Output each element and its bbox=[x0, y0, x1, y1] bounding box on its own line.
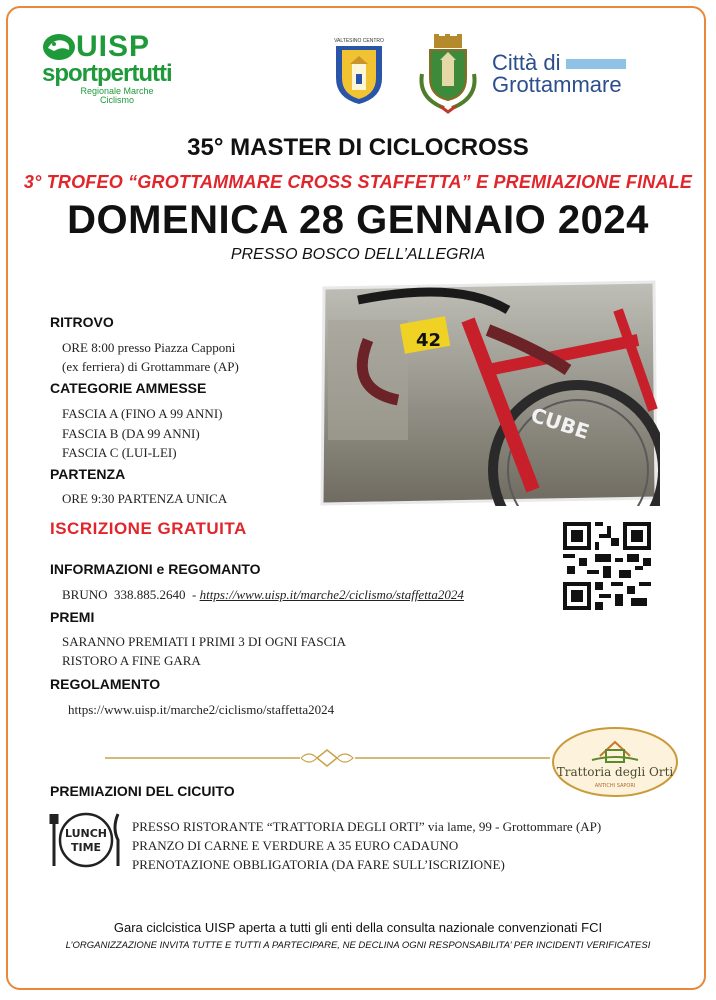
event-venue: PRESSO BOSCO DELL’ALLEGRIA bbox=[230, 246, 486, 263]
qr-code-icon bbox=[563, 522, 651, 610]
grottammare-crest bbox=[414, 34, 482, 114]
trattoria-sub: ANTICHI SAPORI bbox=[594, 783, 636, 789]
uisp-tagline: sportpertutti bbox=[42, 60, 172, 87]
ritrovo-line2: (ex ferriera) di Grottammare (AP) bbox=[62, 359, 239, 374]
info-label: INFORMAZIONI e REGOMANTO bbox=[50, 561, 261, 577]
premi-line2: RISTORO A FINE GARA bbox=[62, 653, 201, 668]
uisp-region: Regionale Marche bbox=[80, 86, 154, 96]
uisp-emblem-icon bbox=[42, 32, 76, 62]
lunch-line2: TIME bbox=[70, 841, 102, 854]
uisp-mark: UISP bbox=[76, 30, 151, 63]
ornamental-divider bbox=[105, 748, 550, 768]
footer-line1: Gara ciclcistica UISP aperta a tutti gli enti della consulta nazionale convenzionati FCI bbox=[113, 920, 603, 935]
info-contact: BRUNO 338.885.2640 - bbox=[62, 587, 200, 602]
regolamento-link[interactable]: https://www.uisp.it/marche2/ciclismo/staffetta2024 bbox=[68, 702, 335, 717]
valtesino-crest bbox=[333, 38, 385, 108]
qr-code[interactable] bbox=[563, 522, 651, 610]
uisp-sport-label: Ciclismo bbox=[99, 95, 134, 105]
ritrovo-line1: ORE 8:00 presso Piazza Capponi bbox=[62, 340, 236, 355]
coat-of-arms-icon bbox=[414, 34, 482, 114]
event-date: DOMENICA 28 GENNAIO 2024 bbox=[67, 198, 649, 242]
premi-label: PREMI bbox=[50, 609, 95, 625]
shield-icon bbox=[333, 44, 385, 106]
trattoria-name: Trattoria degli Orti bbox=[556, 765, 674, 779]
bike-illustration bbox=[318, 280, 660, 506]
premi-line1: SARANNO PREMIATI I PRIMI 3 DI OGNI FASCIA bbox=[62, 634, 346, 649]
ornament-icon bbox=[105, 748, 550, 768]
categorie-label: CATEGORIE AMMESSE bbox=[50, 380, 207, 396]
lunch-line1: LUNCH bbox=[64, 827, 108, 840]
lunch-time-logo bbox=[48, 808, 124, 872]
event-title: 35° MASTER DI CICLOCROSS bbox=[187, 134, 529, 161]
iscrizione-badge: ISCRIZIONE GRATUITA bbox=[50, 519, 247, 538]
city-line2: Grottammare bbox=[492, 72, 622, 97]
partenza-label: PARTENZA bbox=[50, 466, 126, 482]
categoria-item-c: FASCIA C (LUI-LEI) bbox=[62, 445, 177, 460]
premiazioni-line1: PRESSO RISTORANTE “TRATTORIA DEGLI ORTI” via lame, 99 - Grottommare (AP) bbox=[132, 819, 602, 834]
premiazioni-label: PREMIAZIONI DEL CICUITO bbox=[50, 783, 235, 799]
trattoria-logo bbox=[552, 726, 678, 798]
premiazioni-line3: PRENOTAZIONE OBBLIGATORIA (DA FARE SULL’ISCRIZIONE) bbox=[132, 857, 505, 872]
ritrovo-label: RITROVO bbox=[50, 314, 114, 330]
lunch-time-icon bbox=[48, 808, 124, 872]
crest-caption: VALTESINO CENTRO bbox=[334, 38, 384, 44]
trattoria-emblem bbox=[552, 726, 678, 798]
categoria-item-b: FASCIA B (DA 99 ANNI) bbox=[62, 426, 200, 441]
footer-line2: L’ORGANIZZAZIONE INVITA TUTTE E TUTTI A PARTECIPARE, NE DECLINA OGNI RESPONSABILITA’ PER INCIDENTI VERIFICATESI bbox=[65, 940, 651, 951]
partenza-line: ORE 9:30 PARTENZA UNICA bbox=[62, 491, 228, 506]
trophy-subtitle: 3° TROFEO “GROTTAMMARE CROSS STAFFETTA” E PREMIAZIONE FINALE bbox=[23, 172, 693, 192]
bike-brand: CUBE bbox=[527, 402, 593, 444]
info-line bbox=[62, 585, 464, 604]
bike-photo bbox=[318, 280, 660, 506]
city-flag-bar bbox=[566, 59, 626, 69]
uisp-logo bbox=[42, 30, 192, 125]
info-link[interactable]: https://www.uisp.it/marche2/ciclismo/staffetta2024 bbox=[199, 587, 464, 602]
city-logo bbox=[492, 52, 626, 96]
regolamento-label: REGOLAMENTO bbox=[50, 676, 161, 692]
bike-number: 42 bbox=[416, 330, 442, 351]
categoria-item-a: FASCIA A (FINO A 99 ANNI) bbox=[62, 406, 223, 421]
premiazioni-line2: PRANZO DI CARNE E VERDURE A 35 EURO CADAUNO bbox=[132, 838, 459, 853]
city-line1: Città di bbox=[492, 50, 561, 75]
